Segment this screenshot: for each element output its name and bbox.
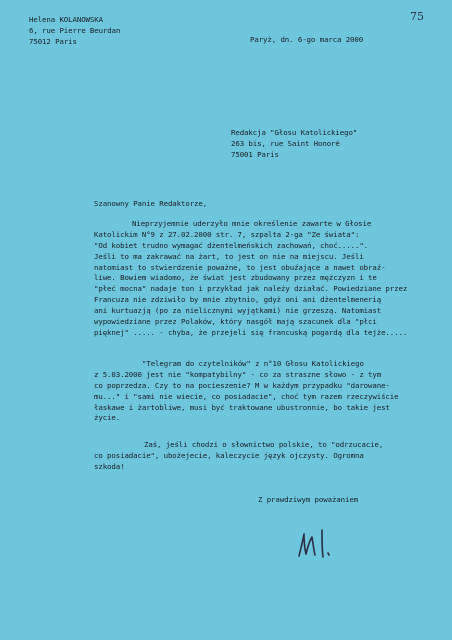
sender-name: Helena KOLANOWSKA bbox=[29, 15, 103, 24]
paragraph-1 bbox=[94, 219, 407, 339]
text-line: natomiast to stwierdzenie poważne, to jest obuźające a nawet obraź- bbox=[94, 262, 386, 272]
text-line: wypowiedziane przez Polaków, który nasgół mają szacunek dla "płci bbox=[94, 317, 377, 327]
date-line: Paryż, dn. 6-go marca 2000 bbox=[250, 35, 364, 44]
text-line: liwe. Bowiem wiadomo, że świat jest zbudowany przez mężczyzn i te bbox=[94, 273, 377, 283]
text-line: co poprzedza. Czy to na pocieszenie? M w każdym przypadku "darowane- bbox=[94, 380, 390, 390]
closing: Z prawdziwym poważaniem bbox=[258, 495, 359, 504]
sender-street: 6, rue Pierre Beurdan bbox=[29, 26, 121, 35]
sender-city: 75012 Paris bbox=[29, 37, 77, 46]
text-line: pięknej" ..... - chyba, że przejeli się francuską pogardą dla tejże..... bbox=[94, 327, 408, 337]
paragraph-2 bbox=[94, 359, 398, 424]
text-line: Jeśli to ma zakrawać na żart, to jest on nie na miejscu. Jeśli bbox=[94, 251, 364, 261]
text-line: życie. bbox=[94, 413, 121, 423]
text-line: Nieprzyjemnie uderzyło mnie określenie zawarte w Głosie bbox=[132, 219, 372, 228]
text-line: "Telegram do czytelników" z n°10 Głosu Katolickiego bbox=[142, 359, 364, 368]
text-line: mu..." i "sami nie wiecie, co posiadacie", choć tym razem rzeczywiście bbox=[94, 391, 399, 401]
text-line: łaskawe i żartobliwe, musi być traktowane ubustronnie, bo takie jest bbox=[94, 402, 390, 412]
text-line: ani kurtuazją (po za nielicznymi wyjątkami) nie grzeszą. Natomiast bbox=[94, 306, 382, 316]
page-number: 75 bbox=[410, 10, 424, 23]
salutation: Szanowny Panie Redaktorze, bbox=[94, 199, 208, 208]
text-line: "płeć mocna" nadaje ton i przykład jak należy działać. Powiedziane przez bbox=[94, 284, 408, 294]
recipient-city: 75001 Paris bbox=[231, 150, 279, 159]
paragraph-3 bbox=[94, 440, 383, 473]
text-line: Katolickim N°9 z 27.02.2000 str. 7, szpalta 2-ga "Ze świata": bbox=[94, 229, 360, 239]
text-line: Zaś, jeśli chodzi o słownictwo polskie, to "odrzucacie, bbox=[144, 440, 384, 449]
text-line: Francuza nie zdziwiło by mnie zbytnio, gdyż oni ani dżentelmenerią bbox=[94, 295, 382, 305]
text-line: "Od kobiet trudno wymagać dżentelmeńskich zachowań, choć.....". bbox=[94, 240, 369, 250]
text-line: szkoda! bbox=[94, 461, 125, 471]
recipient-name: Redakcja "Głosu Katolickiego" bbox=[231, 128, 358, 137]
recipient-street: 263 bis, rue Saint Honoré bbox=[231, 139, 340, 148]
handwritten-signature bbox=[292, 520, 352, 565]
text-line: z 5.03.2000 jest nie "kompatybilny" - co za straszne słowo - z tym bbox=[94, 369, 382, 379]
text-line: co posiadacie", ubożejecie, kaleczycie język ojczysty. Ogromna bbox=[94, 450, 364, 460]
